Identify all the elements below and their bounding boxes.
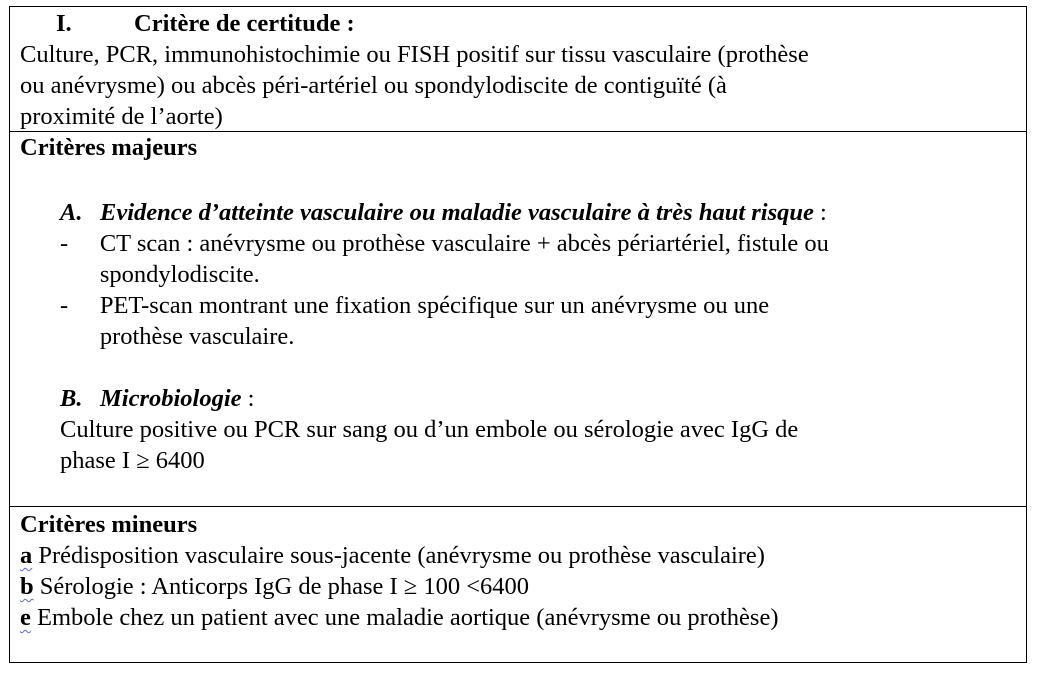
bullet-1-line-2: spondylodiscite. <box>99 261 260 288</box>
list-item <box>20 602 1016 633</box>
subsection-b-letter: B. <box>60 385 83 412</box>
subsection-b-line-1: Culture positive ou PCR sur sang ou d’un embole ou sérologie avec IgG de <box>60 416 799 443</box>
subsection-b-suffix: : <box>241 385 255 412</box>
list-item <box>20 540 1016 571</box>
minor-item-text: Embole chez un patient avec une maladie aortique (anévrysme ou prothèse) <box>30 604 779 631</box>
major-criteria-section <box>10 132 1026 507</box>
minor-item-text: Prédisposition vasculaire sous-jacente (anévrysme ou prothèse vasculaire) <box>32 542 765 569</box>
minor-item-text: Sérologie : Anticorps IgG de phase I ≥ 100 <6400 <box>33 573 530 600</box>
subsection-a-title: Evidence d’atteinte vasculaire ou maladie vasculaire à très haut risque <box>100 199 814 226</box>
subsection-a-suffix: : <box>813 199 827 226</box>
bullet-dash: - <box>60 292 69 319</box>
bullet-1-line-1: CT scan : anévrysme ou prothèse vasculaire + abcès périartériel, fistule ou <box>99 230 829 257</box>
certainty-line-3: proximité de l’aorte) <box>20 103 223 130</box>
bullet-2-line-2: prothèse vasculaire. <box>99 323 295 350</box>
certainty-criteria-section <box>10 7 1026 132</box>
bullet-dash: - <box>60 230 69 257</box>
minor-item-letter: b <box>20 573 34 600</box>
certainty-line-1: Culture, PCR, immunohistochimie ou FISH positif sur tissu vasculaire (prothèse <box>20 41 809 68</box>
minor-item-letter: e <box>20 604 31 631</box>
certainty-criteria-heading <box>20 8 1016 39</box>
subsection-b-heading <box>60 383 1016 414</box>
minor-item-letter: a <box>20 542 33 569</box>
bullet-item <box>60 228 1016 290</box>
subsection-b-title: Microbiologie <box>100 385 242 412</box>
bullet-item <box>60 290 1016 352</box>
bullet-2-line-1: PET-scan montrant une fixation spécifique sur un anévrysme ou une <box>99 292 770 319</box>
list-item <box>20 571 1016 602</box>
minor-criteria-heading: Critères mineurs <box>20 511 198 538</box>
subsection-b-text <box>60 414 1016 476</box>
criteria-table <box>9 6 1027 663</box>
minor-criteria-section <box>10 507 1026 662</box>
major-criteria-heading: Critères majeurs <box>20 134 198 161</box>
certainty-line-2: ou anévrysme) ou abcès péri-artériel ou spondylodiscite de contiguïté (à <box>20 72 727 99</box>
subsection-b-line-2: phase I ≥ 6400 <box>60 447 205 474</box>
subsection-a-heading <box>60 197 1016 228</box>
subsection-a-letter: A. <box>60 199 83 226</box>
section-title: Critère de certitude : <box>134 10 355 37</box>
section-number: I. <box>56 10 72 37</box>
